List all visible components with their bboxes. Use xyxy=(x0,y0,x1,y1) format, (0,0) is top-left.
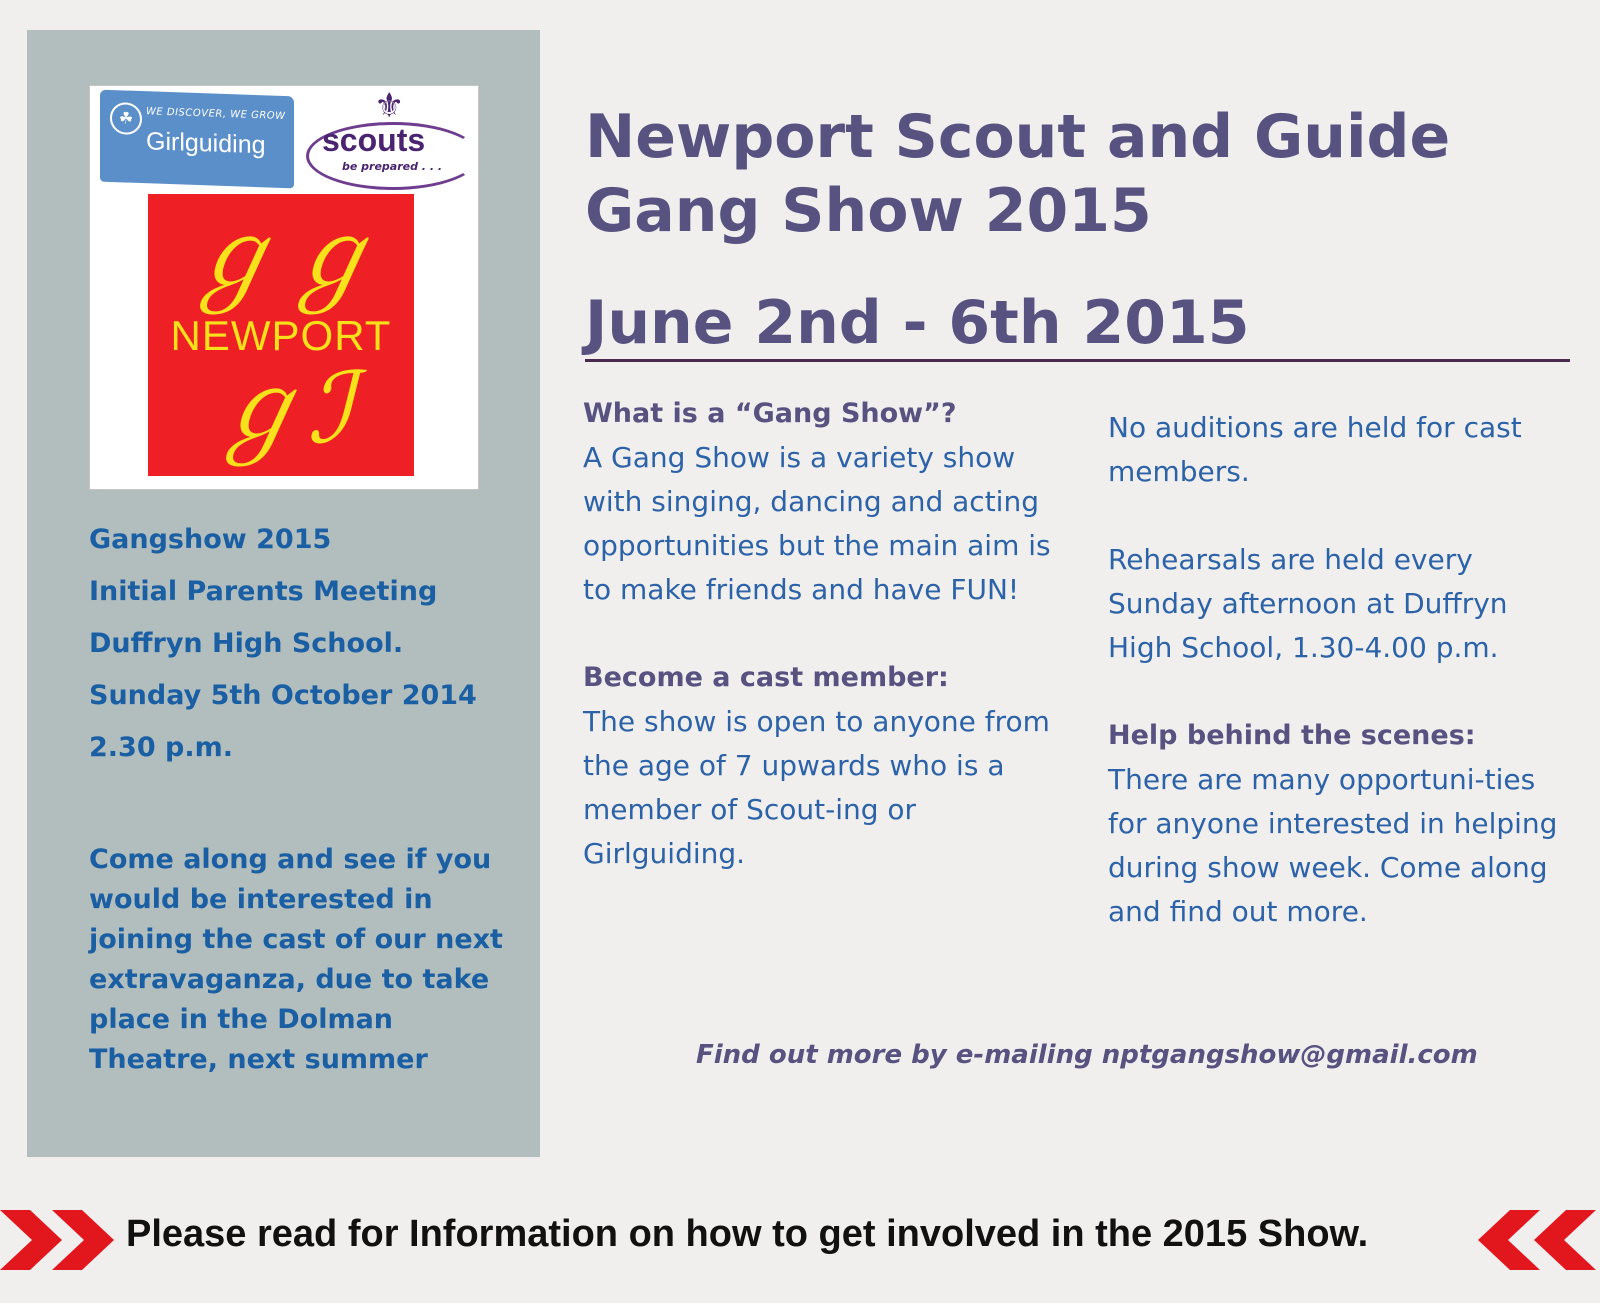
page-title xyxy=(585,100,1565,248)
section-body: There are many opportuni-ties for anyone interested in helping during show week. Come along and find out more. xyxy=(1108,763,1558,928)
divider xyxy=(585,359,1570,362)
meeting-details xyxy=(89,514,529,774)
section-body: A Gang Show is a variety show with singing, dancing and acting opportunities but the main aim is to make friends and have FUN! xyxy=(583,441,1051,606)
gs-monogram-bottom: ℊℐ xyxy=(208,352,354,466)
trefoil-icon: ☘ xyxy=(110,102,142,135)
scouts-name: scouts xyxy=(322,122,426,158)
section-heading: Help behind the scenes: xyxy=(1108,720,1476,751)
girlguiding-logo xyxy=(100,90,294,189)
right-column xyxy=(1108,406,1568,934)
girlguiding-name: Girlguiding xyxy=(146,127,266,160)
girlguiding-tagline: WE DISCOVER, WE GROW xyxy=(146,106,286,123)
section-heading: What is a “Gang Show”? xyxy=(583,398,957,429)
chevron-left-icon xyxy=(1478,1205,1600,1275)
newport-logo-text: NEWPORT xyxy=(170,312,392,359)
meeting-line: Initial Parents Meeting xyxy=(89,576,438,607)
info-banner xyxy=(0,1205,1600,1275)
scouts-motto: be prepared . . . xyxy=(342,160,443,173)
scouts-logo xyxy=(306,88,474,192)
left-column xyxy=(583,392,1053,876)
fleur-de-lis-icon: ⚜ xyxy=(374,86,405,126)
section-body: No auditions are held for cast members. xyxy=(1108,411,1522,488)
chevron-right-icon xyxy=(0,1205,120,1275)
gs-monogram-top: ℊℊ xyxy=(182,200,379,314)
meeting-line: Duffryn High School. xyxy=(89,628,404,659)
logo-box xyxy=(89,85,479,490)
title-line-1: Newport Scout and Guide xyxy=(585,102,1451,172)
invite-paragraph: Come along and see if you would be interested in joining the cast of our next extravaganza, due to take place in the Dolman Theatre, next summer xyxy=(89,844,503,1075)
section-body: Rehearsals are held every Sunday afternoon at Duffryn High School, 1.30-4.00 p.m. xyxy=(1108,543,1508,664)
section-heading: Become a cast member: xyxy=(583,662,949,693)
sidebar-panel xyxy=(27,30,540,1157)
section-body: The show is open to anyone from the age of 7 upwards who is a member of Scout-ing or Girlguiding. xyxy=(583,705,1050,870)
newport-gangshow-logo xyxy=(148,194,414,476)
meeting-line: Sunday 5th October 2014 xyxy=(89,680,477,711)
banner-text: Please read for Information on how to get involved in the 2015 Show. xyxy=(126,1213,1369,1255)
title-line-2: Gang Show 2015 xyxy=(585,176,1152,246)
meeting-line: 2.30 p.m. xyxy=(89,732,233,763)
show-dates: June 2nd - 6th 2015 xyxy=(585,288,1250,358)
contact-email: Find out more by e-mailing nptgangshow@gmail.com xyxy=(696,1040,1478,1070)
meeting-line: Gangshow 2015 xyxy=(89,524,332,555)
